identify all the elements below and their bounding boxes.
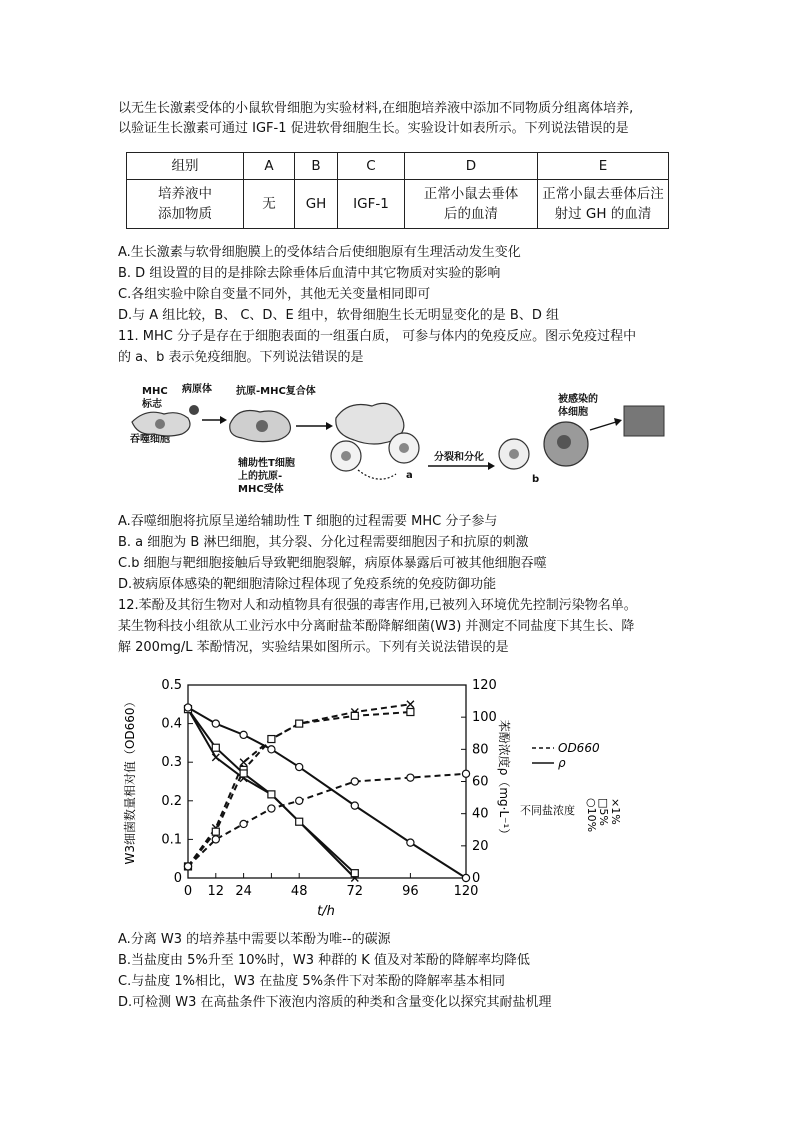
series-line-od660-1	[188, 704, 410, 866]
cell-a: 无	[244, 180, 295, 229]
label-cell-a: a	[406, 470, 413, 481]
x-tick-label: 48	[290, 884, 308, 899]
helper-t-nucleus	[341, 451, 351, 461]
label-divide-differentiate: 分裂和分化	[434, 452, 484, 463]
table-row-label	[127, 180, 244, 229]
data-point-square	[407, 709, 414, 716]
x-tick-label: 0	[183, 884, 193, 899]
left-tick-label: 0.2	[161, 793, 182, 809]
data-point-square	[212, 744, 219, 751]
data-point-circle	[212, 836, 219, 843]
q12-option-d: D.可检测 W3 在高盐条件下液泡内溶质的种类和含量变化以探究其耐盐机理	[118, 995, 552, 1010]
cell-e	[538, 180, 669, 229]
data-point-square	[351, 712, 358, 719]
q12-stem-line-3: 解 200mg/L 苯酚情况，实验结果如图所示。下列有关说法错误的是	[118, 640, 509, 655]
data-point-circle	[240, 820, 247, 827]
label-infected-1: 被感染的	[558, 394, 598, 405]
cell-c: IGF-1	[338, 180, 405, 229]
infected-cell-nucleus	[557, 435, 571, 449]
series-line-od660-5	[188, 712, 410, 866]
data-point-square	[268, 791, 275, 798]
left-tick-label: 0	[173, 871, 182, 886]
legend-salt-5: □5%	[597, 798, 610, 826]
cell-d-line-2: 后的血清	[444, 206, 498, 222]
immune-process-figure	[128, 378, 668, 506]
right-tick-label: 80	[472, 742, 489, 758]
data-point-circle	[268, 805, 275, 812]
data-point-square	[296, 818, 303, 825]
right-tick-label: 40	[472, 806, 489, 822]
label-receptor-2: 上的抗原-	[238, 471, 283, 482]
right-tick-label: 120	[472, 678, 497, 693]
q10-option-a: A.生长激素与软骨细胞膜上的受体结合后使细胞原有生理活动发生变化	[118, 245, 521, 260]
legend-salt-1: ×1%	[609, 798, 622, 825]
label-mhc-2: 标志	[142, 399, 162, 410]
label-pathogen: 病原体	[182, 384, 212, 395]
x-tick-label: 24	[235, 884, 252, 899]
q11-option-d: D.被病原体感染的靶细胞清除过程体现了免疫系统的免疫防御功能	[118, 577, 497, 592]
cell-b: GH	[295, 180, 338, 229]
data-point-square	[351, 870, 358, 877]
data-point-circle	[462, 770, 469, 777]
table-header-group: 组别	[127, 153, 244, 180]
x-tick-label: 72	[346, 884, 364, 899]
cell-e-line-2: 射过 GH 的血清	[554, 206, 652, 222]
dotted-path	[358, 470, 396, 479]
data-point-circle	[351, 802, 358, 809]
legend-od-label: OD660	[558, 741, 600, 755]
table-header-d: D	[405, 153, 538, 180]
cell-e-line-1: 正常小鼠去垂体后注	[542, 186, 664, 202]
x-tick-label: 96	[402, 884, 419, 899]
right-tick-label: 60	[472, 774, 489, 790]
q12-option-b: B.当盐度由 5%升至 10%时，W3 种群的 K 值及对苯酚的降解率均降低	[118, 953, 530, 968]
row-label-line-1: 培养液中	[158, 186, 212, 202]
data-point-circle	[407, 839, 414, 846]
q12-stem-line-1: 12.苯酚及其衍生物对人和动植物具有很强的毒害作用,已被列入环境优先控制污染物名单。	[118, 598, 637, 613]
row-label-line-2: 添加物质	[158, 206, 212, 222]
data-point-cross	[407, 701, 414, 708]
q11-option-a: A.吞噬细胞将抗原呈递给辅助性 T 细胞的过程需要 MHC 分子参与	[118, 514, 498, 529]
q11-option-c: C.b 细胞与靶细胞接触后导致靶细胞裂解，病原体暴露后可被其他细胞吞噬	[118, 556, 547, 571]
lysed-cell-debris	[624, 406, 664, 436]
data-point-circle	[184, 704, 191, 711]
pathogen-particle	[189, 405, 199, 415]
right-tick-label: 100	[472, 710, 497, 726]
left-tick-label: 0.4	[161, 716, 182, 732]
data-point-circle	[296, 797, 303, 804]
table-header-c: C	[338, 153, 405, 180]
w3-growth-degradation-chart	[120, 668, 680, 920]
q10-stem-line-2: 以验证生长激素可通过 IGF-1 促进软骨细胞生长。实验设计如表所示。下列说法错误的是	[118, 121, 629, 136]
left-tick-label: 0.1	[161, 832, 182, 848]
q11-option-b: B. a 细胞为 B 淋巴细胞，其分裂、分化过程需要细胞因子和抗原的刺激	[118, 535, 529, 550]
data-point-circle	[407, 774, 414, 781]
q10-stem-line-1: 以无生长激素受体的小鼠软骨细胞为实验材料,在细胞培养液中添加不同物质分组离体培养,	[118, 101, 634, 116]
q12-stem-line-2: 某生物科技小组欲从工业污水中分离耐盐苯酚降解细菌(W3) 并测定不同盐度下其生长、降	[118, 619, 635, 634]
table-row	[127, 153, 669, 180]
q12-option-c: C.与盐度 1%相比，W3 在盐度 5%条件下对苯酚的降解率基本相同	[118, 974, 505, 989]
data-point-circle	[212, 720, 219, 727]
legend-rho-label: ρ	[558, 756, 566, 770]
cell-d	[405, 180, 538, 229]
data-point-square	[268, 736, 275, 743]
label-mhc-1: MHC	[142, 386, 168, 397]
x-tick-label: 12	[207, 884, 225, 899]
data-point-circle	[184, 863, 191, 870]
data-point-circle	[296, 763, 303, 770]
apc-nucleus	[256, 420, 268, 432]
label-receptor-3: MHC受体	[238, 484, 284, 495]
table-header-a: A	[244, 153, 295, 180]
label-cell-b: b	[532, 474, 540, 485]
experiment-design-table	[126, 152, 669, 229]
q10-option-d: D.与 A 组比较，B、 C、D、E 组中，软骨细胞生长无明显变化的是 B、D 组	[118, 308, 559, 323]
arrow-3-head	[488, 462, 495, 470]
q12-option-a: A.分离 W3 的培养基中需要以苯酚为唯--的碳源	[118, 932, 391, 947]
right-tick-label: 0	[472, 871, 481, 886]
data-point-square	[296, 720, 303, 727]
arrow-4-head	[614, 418, 622, 426]
data-point-circle	[268, 746, 275, 753]
label-infected-2: 体细胞	[558, 407, 588, 418]
table-header-b: B	[295, 153, 338, 180]
left-tick-label: 0.3	[161, 755, 182, 771]
legend-salt-title: 不同盐浓度	[520, 804, 575, 817]
cell-a-nucleus	[399, 443, 409, 453]
x-axis-label: t/h	[317, 904, 335, 919]
arrow-1-head	[220, 416, 227, 424]
phagocyte-nucleus	[155, 419, 165, 429]
left-tick-label: 0.5	[161, 678, 182, 693]
arrow-4	[590, 422, 616, 430]
legend	[520, 741, 622, 832]
x-tick-label: 120	[453, 884, 479, 899]
data-point-square	[240, 770, 247, 777]
q10-option-b: B. D 组设置的目的是排除去除垂体后血清中其它物质对实验的影响	[118, 266, 501, 281]
cell-b-nucleus	[509, 449, 519, 459]
data-point-circle	[240, 731, 247, 738]
label-antigen-mhc-complex: 抗原-MHC复合体	[236, 386, 316, 397]
data-point-circle	[462, 874, 469, 881]
q11-stem-line-2: 的 a、b 表示免疫细胞。下列说法错误的是	[118, 350, 364, 365]
q10-option-c: C.各组实验中除自变量不同外，其他无关变量相同即可	[118, 287, 431, 302]
data-point-circle	[351, 778, 358, 785]
data-point-cross	[212, 754, 219, 761]
cell-d-line-1: 正常小鼠去垂体	[423, 186, 519, 202]
label-receptor-1: 辅助性T细胞	[238, 458, 295, 469]
data-point-square	[212, 828, 219, 835]
table-row	[127, 180, 669, 229]
legend-salt-10: ○10%	[585, 798, 598, 833]
data-point-cross	[240, 759, 247, 766]
label-phagocyte: 吞噬细胞	[130, 434, 170, 445]
left-axis-label: W3细菌数量相对值（OD660）	[123, 695, 137, 865]
table-header-e: E	[538, 153, 669, 180]
right-tick-label: 20	[472, 838, 489, 854]
arrow-2-head	[326, 422, 333, 430]
right-axis-label: 苯酚浓度ρ（mg·L⁻¹）	[497, 719, 511, 841]
q11-stem-line-1: 11. MHC 分子是存在于细胞表面的一组蛋白质， 可参与体内的免疫反应。图示免疫过程中	[118, 329, 637, 344]
